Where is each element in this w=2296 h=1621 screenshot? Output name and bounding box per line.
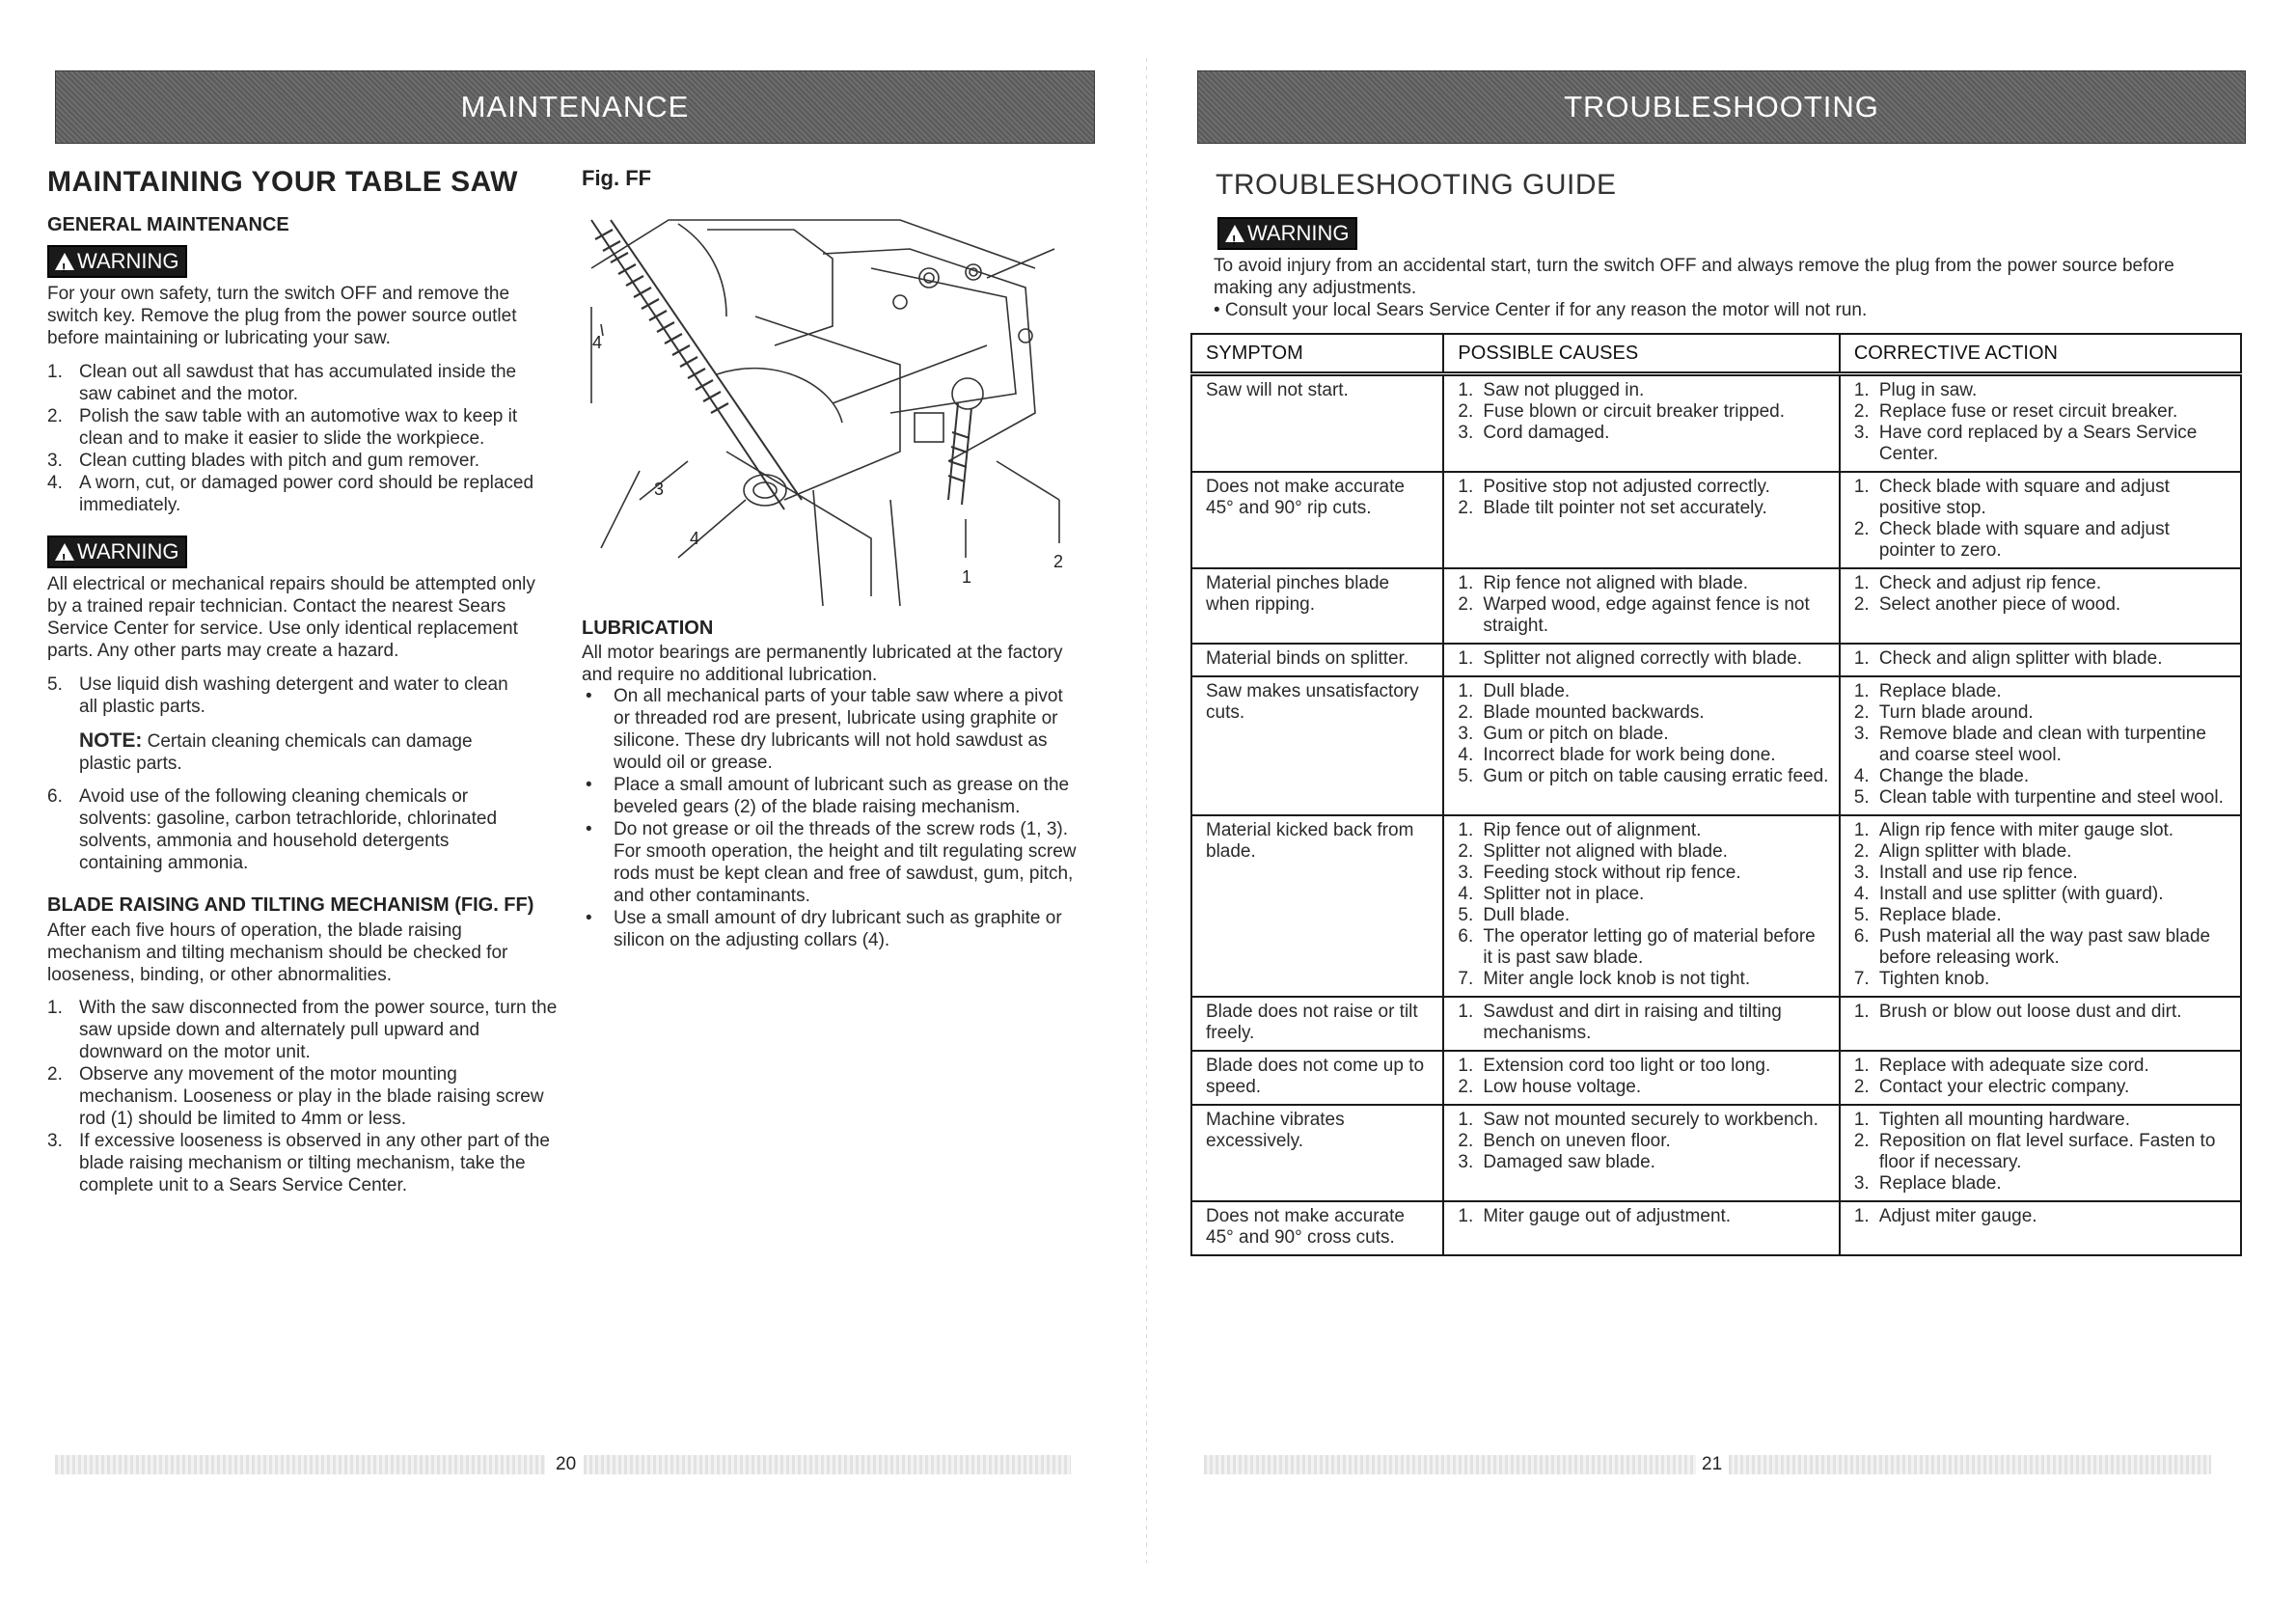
list-item: 3. If excessive looseness is observed in any other part of the blade raising mechanism or tilting mechanism, take the complete unit to a Sears Service Center.: [47, 1131, 550, 1195]
list-item: 1. Replace with adequate size cord.: [1853, 1056, 2149, 1076]
list-item: 3. Replace blade.: [1853, 1173, 2002, 1194]
symptom-cell: Blade does not raise or tilt freely.: [1191, 997, 1443, 1051]
symptom-cell: Material pinches blade when ripping.: [1191, 568, 1443, 644]
causes-list: [1458, 477, 1828, 519]
warning-badge-1: [47, 245, 187, 278]
causes-cell: [1443, 374, 1839, 473]
list-item: 2. Check blade with square and adjust pointer to zero.: [1853, 519, 2170, 561]
item-5-list: [47, 673, 530, 718]
table-row: [1191, 1201, 2241, 1255]
footer-bar-left-2: [584, 1455, 1071, 1474]
warning-2-text: All electrical or mechanical repairs should be attempted only by a trained repair technician. Contact the nearest Sears Service Center for service. Use only identical replacement parts. Any other parts may create a hazard.: [47, 574, 535, 661]
list-item: 2. Blade mounted backwards.: [1458, 702, 1705, 723]
list-item: 1. Plug in saw.: [1853, 380, 1978, 400]
list-item: 2. Fuse blown or circuit breaker tripped.: [1458, 401, 1786, 422]
list-item: • Place a small amount of lubricant such as grease on the beveled gears (2) of the blade raising mechanism.: [586, 775, 1070, 817]
list-item: 2. Blade tilt pointer not set accurately.: [1458, 498, 1767, 518]
list-item: 1. Adjust miter gauge.: [1853, 1206, 2037, 1226]
list-item: 1. Saw not plugged in.: [1458, 380, 1645, 400]
symptom-cell: Does not make accurate 45° and 90° rip cuts.: [1191, 472, 1443, 568]
general-maintenance-heading: GENERAL MAINTENANCE: [47, 214, 289, 235]
causes-cell: [1443, 568, 1839, 644]
item-6-list: [47, 785, 520, 874]
actions-list: [1854, 1056, 2230, 1098]
causes-list: [1458, 820, 1828, 990]
fig-ff-diagram: [582, 210, 1081, 611]
list-item: 1. Miter gauge out of adjustment.: [1458, 1206, 1732, 1226]
list-item: 7. Tighten knob.: [1853, 969, 1990, 989]
causes-cell: [1443, 815, 1839, 997]
table-row: [1191, 676, 2241, 815]
action-cell: [1840, 1201, 2241, 1255]
list-item: 1. Brush or blow out loose dust and dirt.: [1853, 1002, 2182, 1022]
table-row: [1191, 1105, 2241, 1201]
list-item: 1. Check and align splitter with blade.: [1853, 648, 2163, 669]
warning-badge-3: [1217, 217, 1357, 250]
list-item: 1. Rip fence not aligned with blade.: [1458, 573, 1749, 593]
troubleshooting-warning-text: To avoid injury from an accidental start, turn the switch OFF and always remove the plug from the power source before making any adjustments.: [1214, 256, 2174, 298]
list-item: 1. Saw not mounted securely to workbench.: [1458, 1110, 1818, 1130]
actions-list: [1854, 820, 2230, 990]
actions-list: [1854, 648, 2230, 670]
header-action: CORRECTIVE ACTION: [1840, 334, 2241, 374]
list-item: 4. Install and use splitter (with guard).: [1853, 884, 2164, 904]
list-item: 3. Remove blade and clean with turpentine and coarse steel wool.: [1853, 724, 2206, 765]
fig-callout-2: 2: [1053, 552, 1064, 571]
causes-list: [1458, 380, 1828, 444]
symptom-cell: Saw makes unsatisfactory cuts.: [1191, 676, 1443, 815]
blade-raising-list: [47, 997, 559, 1196]
page-fold: [1146, 58, 1147, 1563]
list-item: 1. Splitter not aligned correctly with blade.: [1458, 648, 1802, 669]
list-item: 1. Positive stop not adjusted correctly.: [1458, 477, 1770, 497]
list-item: 7. Miter angle lock knob is not tight.: [1458, 969, 1751, 989]
list-item: 4. Change the blade.: [1853, 766, 2030, 786]
warning-icon: [1225, 225, 1244, 242]
table-row: [1191, 815, 2241, 997]
symptom-cell: Does not make accurate 45° and 90° cross cuts.: [1191, 1201, 1443, 1255]
list-item: 6. The operator letting go of material before it is past saw blade.: [1458, 926, 1816, 968]
causes-cell: [1443, 1201, 1839, 1255]
action-cell: [1840, 374, 2241, 473]
footer-bar-left: [55, 1455, 545, 1474]
list-item: 3. Have cord replaced by a Sears Service Center.: [1853, 423, 2198, 464]
warning-badge-label: WARNING: [77, 539, 179, 563]
general-maintenance-list: [47, 361, 554, 516]
note-label: NOTE:: [79, 729, 143, 752]
warning-1-text: For your own safety, turn the switch OFF and remove the switch key. Remove the plug from the power source outlet before maintaining or lubricating your saw.: [47, 284, 517, 348]
page-number-left: 20: [556, 1454, 577, 1474]
list-item: 6. Push material all the way past saw blade before releasing work.: [1853, 926, 2211, 968]
actions-list: [1854, 573, 2230, 616]
actions-list: [1854, 380, 2230, 465]
page-title-left: MAINTAINING YOUR TABLE SAW: [47, 166, 518, 198]
header-causes: POSSIBLE CAUSES: [1443, 334, 1839, 374]
maintenance-banner-title: MAINTENANCE: [460, 90, 690, 124]
list-item: 2. Splitter not aligned with blade.: [1458, 841, 1728, 862]
list-item: 3. Install and use rip fence.: [1853, 863, 2078, 883]
action-cell: [1840, 472, 2241, 568]
lubrication-text: All motor bearings are permanently lubricated at the factory and require no additional lubrication.: [582, 643, 1063, 685]
warning-badge-2: [47, 536, 187, 568]
table-row: [1191, 374, 2241, 473]
list-item: 3. Damaged saw blade.: [1458, 1152, 1655, 1172]
symptom-cell: Material kicked back from blade.: [1191, 815, 1443, 997]
table-header-row: [1191, 334, 2241, 374]
table-row: [1191, 644, 2241, 676]
list-item: 1. Clean out all sawdust that has accumulated inside the saw cabinet and the motor.: [47, 362, 517, 404]
fig-ff-title: Fig. FF: [582, 166, 652, 190]
page-number-right: 21: [1702, 1454, 1723, 1474]
blade-raising-text: After each five hours of operation, the blade raising mechanism and tilting mechanism should be checked for looseness, binding, or other abnormalities.: [47, 920, 508, 985]
warning-badge-label: WARNING: [1247, 221, 1350, 245]
lubrication-heading: LUBRICATION: [582, 618, 714, 639]
warning-badge-label: WARNING: [77, 249, 179, 273]
causes-list: [1458, 1002, 1828, 1044]
list-item: 2. Warped wood, edge against fence is not straight.: [1458, 594, 1810, 636]
footer-bar-right: [1204, 1455, 1696, 1474]
list-item: 1. Tighten all mounting hardware.: [1853, 1110, 2131, 1130]
list-item: 4. A worn, cut, or damaged power cord should be replaced immediately.: [47, 473, 534, 515]
list-item: 2. Polish the saw table with an automotive wax to keep it clean and to make it easier to slide the workpiece.: [47, 406, 518, 449]
causes-cell: [1443, 472, 1839, 568]
action-cell: [1840, 1051, 2241, 1105]
list-item: • Do not grease or oil the threads of the screw rods (1, 3). For smooth operation, the height and tilt regulating screw rods must be kept clean and free of sawdust, gum, pitch, and other contaminants.: [586, 819, 1077, 906]
list-item: 2. Replace fuse or reset circuit breaker.: [1853, 401, 2178, 422]
list-item: 6. Avoid use of the following cleaning chemicals or solvents: gasoline, carbon tetrachloride, chlorinated solvents, ammonia and household detergents containing ammonia.: [47, 786, 498, 873]
troubleshooting-banner-title: TROUBLESHOOTING: [1564, 90, 1879, 124]
troubleshooting-banner: [1197, 70, 2246, 144]
list-item: 3. Clean cutting blades with pitch and gum remover.: [47, 451, 480, 471]
action-cell: [1840, 568, 2241, 644]
note-paragraph: [79, 729, 523, 775]
blade-raising-heading: BLADE RAISING AND TILTING MECHANISM (FIG. FF): [47, 894, 534, 916]
fig-callout-4-top: 4: [592, 333, 603, 352]
action-cell: [1840, 997, 2241, 1051]
table-row: [1191, 472, 2241, 568]
action-cell: [1840, 815, 2241, 997]
list-item: • Use a small amount of dry lubricant such as graphite or silicon on the adjusting collars (4).: [586, 908, 1062, 950]
table-row: [1191, 568, 2241, 644]
symptom-cell: Machine vibrates excessively.: [1191, 1105, 1443, 1201]
consult-text: • Consult your local Sears Service Center if for any reason the motor will not run.: [1214, 300, 1868, 320]
list-item: 1. Align rip fence with miter gauge slot.: [1853, 820, 2174, 840]
table-row: [1191, 997, 2241, 1051]
action-cell: [1840, 1105, 2241, 1201]
list-item: 1. Replace blade.: [1853, 681, 2002, 701]
note-text: Certain cleaning chemicals can damage plastic parts.: [79, 731, 473, 774]
warning-icon: [55, 253, 74, 270]
actions-list: [1854, 477, 2230, 562]
fig-callout-3: 3: [654, 480, 665, 499]
causes-list: [1458, 681, 1828, 787]
causes-cell: [1443, 997, 1839, 1051]
list-item: 1. Rip fence out of alignment.: [1458, 820, 1702, 840]
list-item: 4. Incorrect blade for work being done.: [1458, 745, 1776, 765]
list-item: 2. Align splitter with blade.: [1853, 841, 2072, 862]
list-item: 2. Select another piece of wood.: [1853, 594, 2121, 615]
list-item: 3. Gum or pitch on blade.: [1458, 724, 1669, 744]
table-row: [1191, 1051, 2241, 1105]
list-item: 1. With the saw disconnected from the power source, turn the saw upside down and alternately pull upward and downward on the motor unit.: [47, 998, 558, 1062]
list-item: 1. Dull blade.: [1458, 681, 1571, 701]
actions-list: [1854, 681, 2230, 809]
list-item: 3. Feeding stock without rip fence.: [1458, 863, 1741, 883]
list-item: • On all mechanical parts of your table saw where a pivot or threaded rod are present, lubricate using graphite or silicone. These dry lubricants will not hold sawdust as would oil or grease.: [586, 686, 1063, 773]
list-item: 5. Use liquid dish washing detergent and water to clean all plastic parts.: [47, 674, 508, 717]
header-symptom: SYMPTOM: [1191, 334, 1443, 374]
causes-list: [1458, 573, 1828, 637]
list-item: 5. Clean table with turpentine and steel wool.: [1853, 787, 2224, 808]
actions-list: [1854, 1206, 2230, 1227]
list-item: 5. Replace blade.: [1853, 905, 2002, 925]
list-item: 5. Gum or pitch on table causing erratic feed.: [1458, 766, 1829, 786]
causes-list: [1458, 648, 1828, 670]
list-item: 1. Check and adjust rip fence.: [1853, 573, 2102, 593]
list-item: 2. Observe any movement of the motor mounting mechanism. Looseness or play in the blade raising screw rod (1) should be limited to 4mm or less.: [47, 1064, 544, 1129]
actions-list: [1854, 1110, 2230, 1195]
list-item: 1. Check blade with square and adjust positive stop.: [1853, 477, 2170, 518]
list-item: 2. Bench on uneven floor.: [1458, 1131, 1671, 1151]
list-item: 3. Cord damaged.: [1458, 423, 1610, 443]
list-item: 2. Reposition on flat level surface. Fasten to floor if necessary.: [1853, 1131, 2216, 1172]
causes-list: [1458, 1056, 1828, 1098]
fig-callout-4-bottom: 4: [690, 529, 700, 548]
lubrication-list: [582, 685, 1083, 951]
warning-icon: [55, 543, 74, 561]
action-cell: [1840, 644, 2241, 676]
causes-cell: [1443, 644, 1839, 676]
list-item: 5. Dull blade.: [1458, 905, 1571, 925]
symptom-cell: Saw will not start.: [1191, 374, 1443, 473]
list-item: 2. Contact your electric company.: [1853, 1077, 2130, 1097]
causes-cell: [1443, 1051, 1839, 1105]
troubleshooting-table: [1190, 333, 2242, 1256]
page-title-right: TROUBLESHOOTING GUIDE: [1216, 169, 1617, 201]
symptom-cell: Material binds on splitter.: [1191, 644, 1443, 676]
causes-cell: [1443, 676, 1839, 815]
symptom-cell: Blade does not come up to speed.: [1191, 1051, 1443, 1105]
list-item: 1. Extension cord too light or too long.: [1458, 1056, 1771, 1076]
causes-cell: [1443, 1105, 1839, 1201]
fig-callout-1: 1: [962, 567, 972, 587]
maintenance-banner: [55, 70, 1095, 144]
action-cell: [1840, 676, 2241, 815]
list-item: 2. Low house voltage.: [1458, 1077, 1642, 1097]
list-item: 2. Turn blade around.: [1853, 702, 2034, 723]
causes-list: [1458, 1110, 1828, 1173]
causes-list: [1458, 1206, 1828, 1227]
footer-bar-right-2: [1729, 1455, 2211, 1474]
list-item: 1. Sawdust and dirt in raising and tilting mechanisms.: [1458, 1002, 1782, 1043]
list-item: 4. Splitter not in place.: [1458, 884, 1645, 904]
actions-list: [1854, 1002, 2230, 1023]
